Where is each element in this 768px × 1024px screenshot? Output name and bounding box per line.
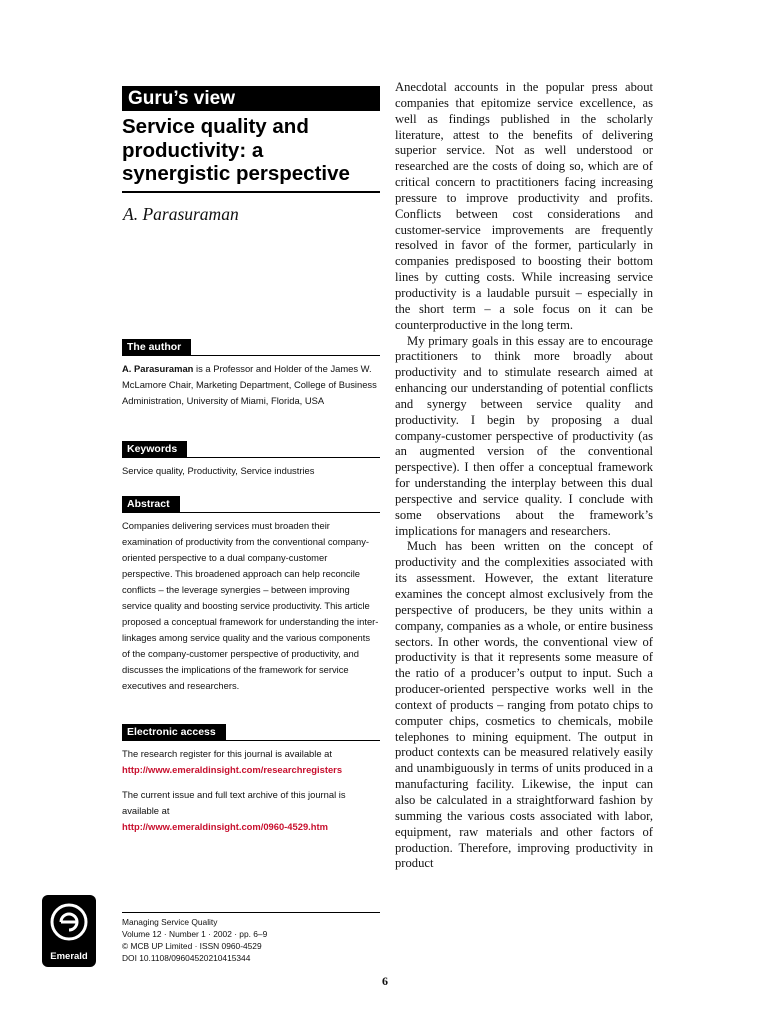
journal-archive-link[interactable]: http://www.emeraldinsight.com/0960-4529.htm bbox=[122, 821, 328, 832]
abstract-text: Companies delivering services must broaden their examination of productivity from the conventional company-oriented perspective to a dual company-customer perspective. This broadened approach can help reconcile conflicts – the leverage synergies – between improving service quality and boosting service productivity. This article proposed a conceptual framework for understanding the inter-linkages among service quality and the various components of the company-customer perspective of productivity, and discusses the implications of the framework for service executives and researchers. bbox=[122, 520, 379, 691]
article-title-line-1: Service quality and bbox=[122, 115, 309, 138]
section-rule bbox=[122, 457, 380, 458]
author-section-label: The author bbox=[122, 339, 191, 355]
emerald-logo-label: Emerald bbox=[50, 951, 88, 962]
article-title bbox=[122, 115, 380, 186]
title-rule bbox=[122, 191, 380, 193]
abstract-section-label: Abstract bbox=[122, 496, 180, 512]
journal-doi: DOI 10.1108/09604520210415344 bbox=[122, 953, 251, 963]
article-author: A. Parasuraman bbox=[123, 203, 239, 224]
journal-info bbox=[122, 912, 380, 964]
title-block bbox=[122, 86, 380, 225]
research-register-link[interactable]: http://www.emeraldinsight.com/researchregisters bbox=[122, 764, 343, 775]
journal-name: Managing Service Quality bbox=[122, 917, 218, 927]
section-rule bbox=[122, 512, 380, 513]
keywords-section bbox=[122, 439, 380, 479]
body-paragraph: My primary goals in this essay are to encourage practitioners to think more broadly about productivity and to stimulate research aimed at enhancing our understanding of potential conflicts and synergy between service quality and productivity. I begin by proposing a dual company-customer perspective of productivity (as an augmented version of the conventional perspective). I then offer a conceptual framework for understanding the interplay between this dual perspective and service quality. I conclude with some observations about the framework’s implications for managers and researchers. bbox=[395, 333, 653, 538]
footer-rule bbox=[122, 912, 380, 913]
access-text-1: The research register for this journal is available at bbox=[122, 748, 332, 759]
article-body bbox=[395, 80, 653, 872]
author-section bbox=[122, 337, 380, 409]
journal-copyright: © MCB UP Limited · ISSN 0960-4529 bbox=[122, 941, 262, 951]
author-bio-text: is a Professor and Holder of the James W. McLamore Chair, Marketing Department, College of Business Administration, University of Miami, Florida, USA bbox=[122, 363, 377, 406]
guru-view-banner: Guru’s view bbox=[122, 86, 380, 111]
article-title-line-2: productivity: a bbox=[122, 138, 264, 162]
abstract-section bbox=[122, 494, 380, 694]
keywords-text: Service quality, Productivity, Service industries bbox=[122, 465, 315, 476]
author-bio bbox=[122, 361, 380, 409]
section-rule bbox=[122, 740, 380, 741]
electronic-access-section bbox=[122, 722, 380, 835]
body-paragraph: Much has been written on the concept of productivity and the complexities associated with its assessment. However, the extant literature examines the concept almost exclusively from the perspective of producers, be they units within a company, companies as a whole, or entire business sectors. In other words, the conventional view of productivity is that it represents some measure of the ratio of a producer’s output to input. Such a producer-oriented perspective works well in the context of products – ranging from potato chips to computer chips, cosmetics to chemicals, mobile telephones to mining equipment. The output in product contexts can be measured relatively easily and unambiguously in terms of units produced in a manufacturing facility. Likewise, the input can also be calculated in a straightforward fashion by summing the various costs associated with labor, equipment, raw materials and other factors of production. Therefore, improving productivity in product bbox=[395, 539, 653, 871]
page-number: 6 bbox=[382, 974, 388, 988]
section-rule bbox=[122, 355, 380, 356]
electronic-access-label: Electronic access bbox=[122, 724, 226, 740]
emerald-logo bbox=[42, 895, 96, 967]
access-text-2: The current issue and full text archive of this journal is available at bbox=[122, 789, 346, 816]
keywords-section-label: Keywords bbox=[122, 441, 187, 457]
body-paragraph: Anecdotal accounts in the popular press about companies that epitomize service excellence, as well as findings published in the scholarly literature, attest to the benefits of delivering superior service. Not as well understood or researched are the costs of doing so, which are of critical concern to practitioners facing increasing pressure to improve productivity and profits. Conflicts between cost considerations and customer-service improvements are frequently resolved in favor of the former, particularly in companies predisposed to boosting their bottom lines by cutting costs. While increasing service productivity is a laudable pursuit – especially in the short term – a sole focus on it can be counterproductive in the long term. bbox=[395, 80, 653, 332]
article-title-line-3: synergistic perspective bbox=[122, 162, 350, 185]
author-bio-name: A. Parasuraman bbox=[122, 363, 194, 374]
journal-volume: Volume 12 · Number 1 · 2002 · pp. 6–9 bbox=[122, 929, 268, 939]
